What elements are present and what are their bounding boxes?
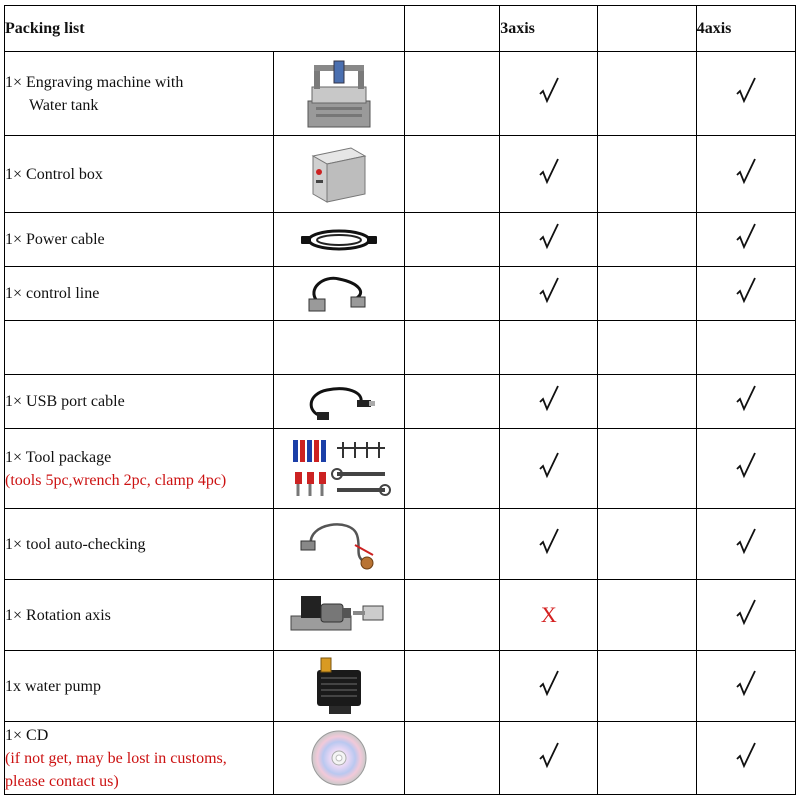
check-icon xyxy=(735,76,757,106)
axis3-mark xyxy=(500,375,598,429)
axis3-mark xyxy=(500,136,598,213)
blank-cell xyxy=(405,321,500,375)
cnc-machine-icon xyxy=(304,57,374,131)
check-icon xyxy=(735,157,757,187)
item-image-cell xyxy=(273,213,404,267)
tool-package-icon xyxy=(285,436,393,502)
check-icon xyxy=(735,451,757,481)
item-image-cell xyxy=(273,52,404,136)
blank-cell xyxy=(405,52,500,136)
check-icon xyxy=(735,276,757,306)
item-line: 1× CD xyxy=(5,726,49,744)
table-row xyxy=(5,722,796,795)
check-icon xyxy=(538,741,560,771)
blank-cell xyxy=(273,321,404,375)
axis3-mark xyxy=(500,52,598,136)
check-icon xyxy=(735,669,757,699)
axis4-mark xyxy=(696,509,795,580)
check-icon xyxy=(538,451,560,481)
item-image-cell xyxy=(273,267,404,321)
axis4-mark xyxy=(696,722,795,795)
blank-cell xyxy=(405,213,500,267)
item-image-cell xyxy=(273,509,404,580)
blank-cell xyxy=(598,722,696,795)
item-name: 1× Power cable xyxy=(5,213,274,267)
blank-cell xyxy=(405,509,500,580)
item-line: 1× Tool package xyxy=(5,448,112,466)
power-cable-icon xyxy=(299,222,379,258)
check-icon xyxy=(538,222,560,252)
item-image-cell xyxy=(273,722,404,795)
axis3-mark xyxy=(500,722,598,795)
cd-icon xyxy=(309,728,369,788)
item-line: 1× Engraving machine with xyxy=(5,73,184,91)
blank-cell xyxy=(598,651,696,722)
axis3-mark xyxy=(500,651,598,722)
item-image-cell xyxy=(273,429,404,509)
rotation-axis-icon xyxy=(287,586,391,644)
axis3-mark xyxy=(500,267,598,321)
blank-cell xyxy=(598,213,696,267)
blank-cell xyxy=(598,580,696,651)
header-row xyxy=(5,6,796,52)
table-row xyxy=(5,213,796,267)
probe-icon xyxy=(297,515,381,573)
empty-row xyxy=(5,321,796,375)
item-name xyxy=(5,722,274,795)
axis3-mark xyxy=(500,509,598,580)
table-row xyxy=(5,267,796,321)
blank-cell xyxy=(598,52,696,136)
table-row xyxy=(5,429,796,509)
check-icon xyxy=(538,384,560,414)
item-image-cell xyxy=(273,651,404,722)
item-name: 1× control line xyxy=(5,267,274,321)
blank-cell xyxy=(598,136,696,213)
item-name: 1× tool auto-checking xyxy=(5,509,274,580)
check-icon xyxy=(538,527,560,557)
header-blank-cell xyxy=(598,6,696,52)
check-icon xyxy=(735,598,757,628)
axis3-mark xyxy=(500,580,598,651)
control-box-icon xyxy=(307,142,371,206)
axis4-header: 4axis xyxy=(696,6,795,52)
blank-cell xyxy=(500,321,598,375)
table-row xyxy=(5,580,796,651)
item-name: 1x water pump xyxy=(5,651,274,722)
item-line: Water tank xyxy=(29,96,99,114)
axis3-header: 3axis xyxy=(500,6,598,52)
blank-cell xyxy=(696,321,795,375)
item-name: 1× Rotation axis xyxy=(5,580,274,651)
blank-cell xyxy=(598,375,696,429)
blank-cell xyxy=(598,509,696,580)
check-icon xyxy=(735,741,757,771)
item-image-cell xyxy=(273,580,404,651)
item-note: please contact us) xyxy=(5,772,119,790)
axis4-mark xyxy=(696,651,795,722)
water-pump-icon xyxy=(307,654,371,718)
blank-cell xyxy=(405,580,500,651)
check-icon xyxy=(538,157,560,187)
table-row xyxy=(5,52,796,136)
blank-cell xyxy=(598,267,696,321)
blank-cell xyxy=(5,321,274,375)
item-name: 1× USB port cable xyxy=(5,375,274,429)
axis4-mark xyxy=(696,375,795,429)
axis3-mark xyxy=(500,429,598,509)
axis4-mark xyxy=(696,136,795,213)
axis4-mark xyxy=(696,580,795,651)
check-icon xyxy=(538,76,560,106)
header-blank-cell xyxy=(405,6,500,52)
blank-cell xyxy=(405,651,500,722)
item-name xyxy=(5,52,274,136)
table-row xyxy=(5,651,796,722)
axis4-mark xyxy=(696,213,795,267)
blank-cell xyxy=(598,321,696,375)
blank-cell xyxy=(405,429,500,509)
item-note: (if not get, may be lost in customs, xyxy=(5,749,227,767)
check-icon xyxy=(735,222,757,252)
axis4-mark xyxy=(696,429,795,509)
item-note: (tools 5pc,wrench 2pc, clamp 4pc) xyxy=(5,471,227,489)
axis4-mark xyxy=(696,52,795,136)
check-icon xyxy=(735,527,757,557)
check-icon xyxy=(538,276,560,306)
usb-cable-icon xyxy=(301,380,377,424)
packing-list-title: Packing list xyxy=(5,6,405,52)
axis4-mark xyxy=(696,267,795,321)
item-image-cell xyxy=(273,136,404,213)
check-icon xyxy=(735,384,757,414)
blank-cell xyxy=(598,429,696,509)
blank-cell xyxy=(405,267,500,321)
table-row xyxy=(5,136,796,213)
blank-cell xyxy=(405,722,500,795)
table-row xyxy=(5,509,796,580)
blank-cell xyxy=(405,375,500,429)
packing-list-table xyxy=(4,5,796,795)
table-row xyxy=(5,375,796,429)
control-line-icon xyxy=(303,271,375,317)
item-image-cell xyxy=(273,375,404,429)
item-name xyxy=(5,429,274,509)
item-name: 1× Control box xyxy=(5,136,274,213)
axis3-mark xyxy=(500,213,598,267)
cross-mark: X xyxy=(540,602,557,627)
check-icon xyxy=(538,669,560,699)
blank-cell xyxy=(405,136,500,213)
